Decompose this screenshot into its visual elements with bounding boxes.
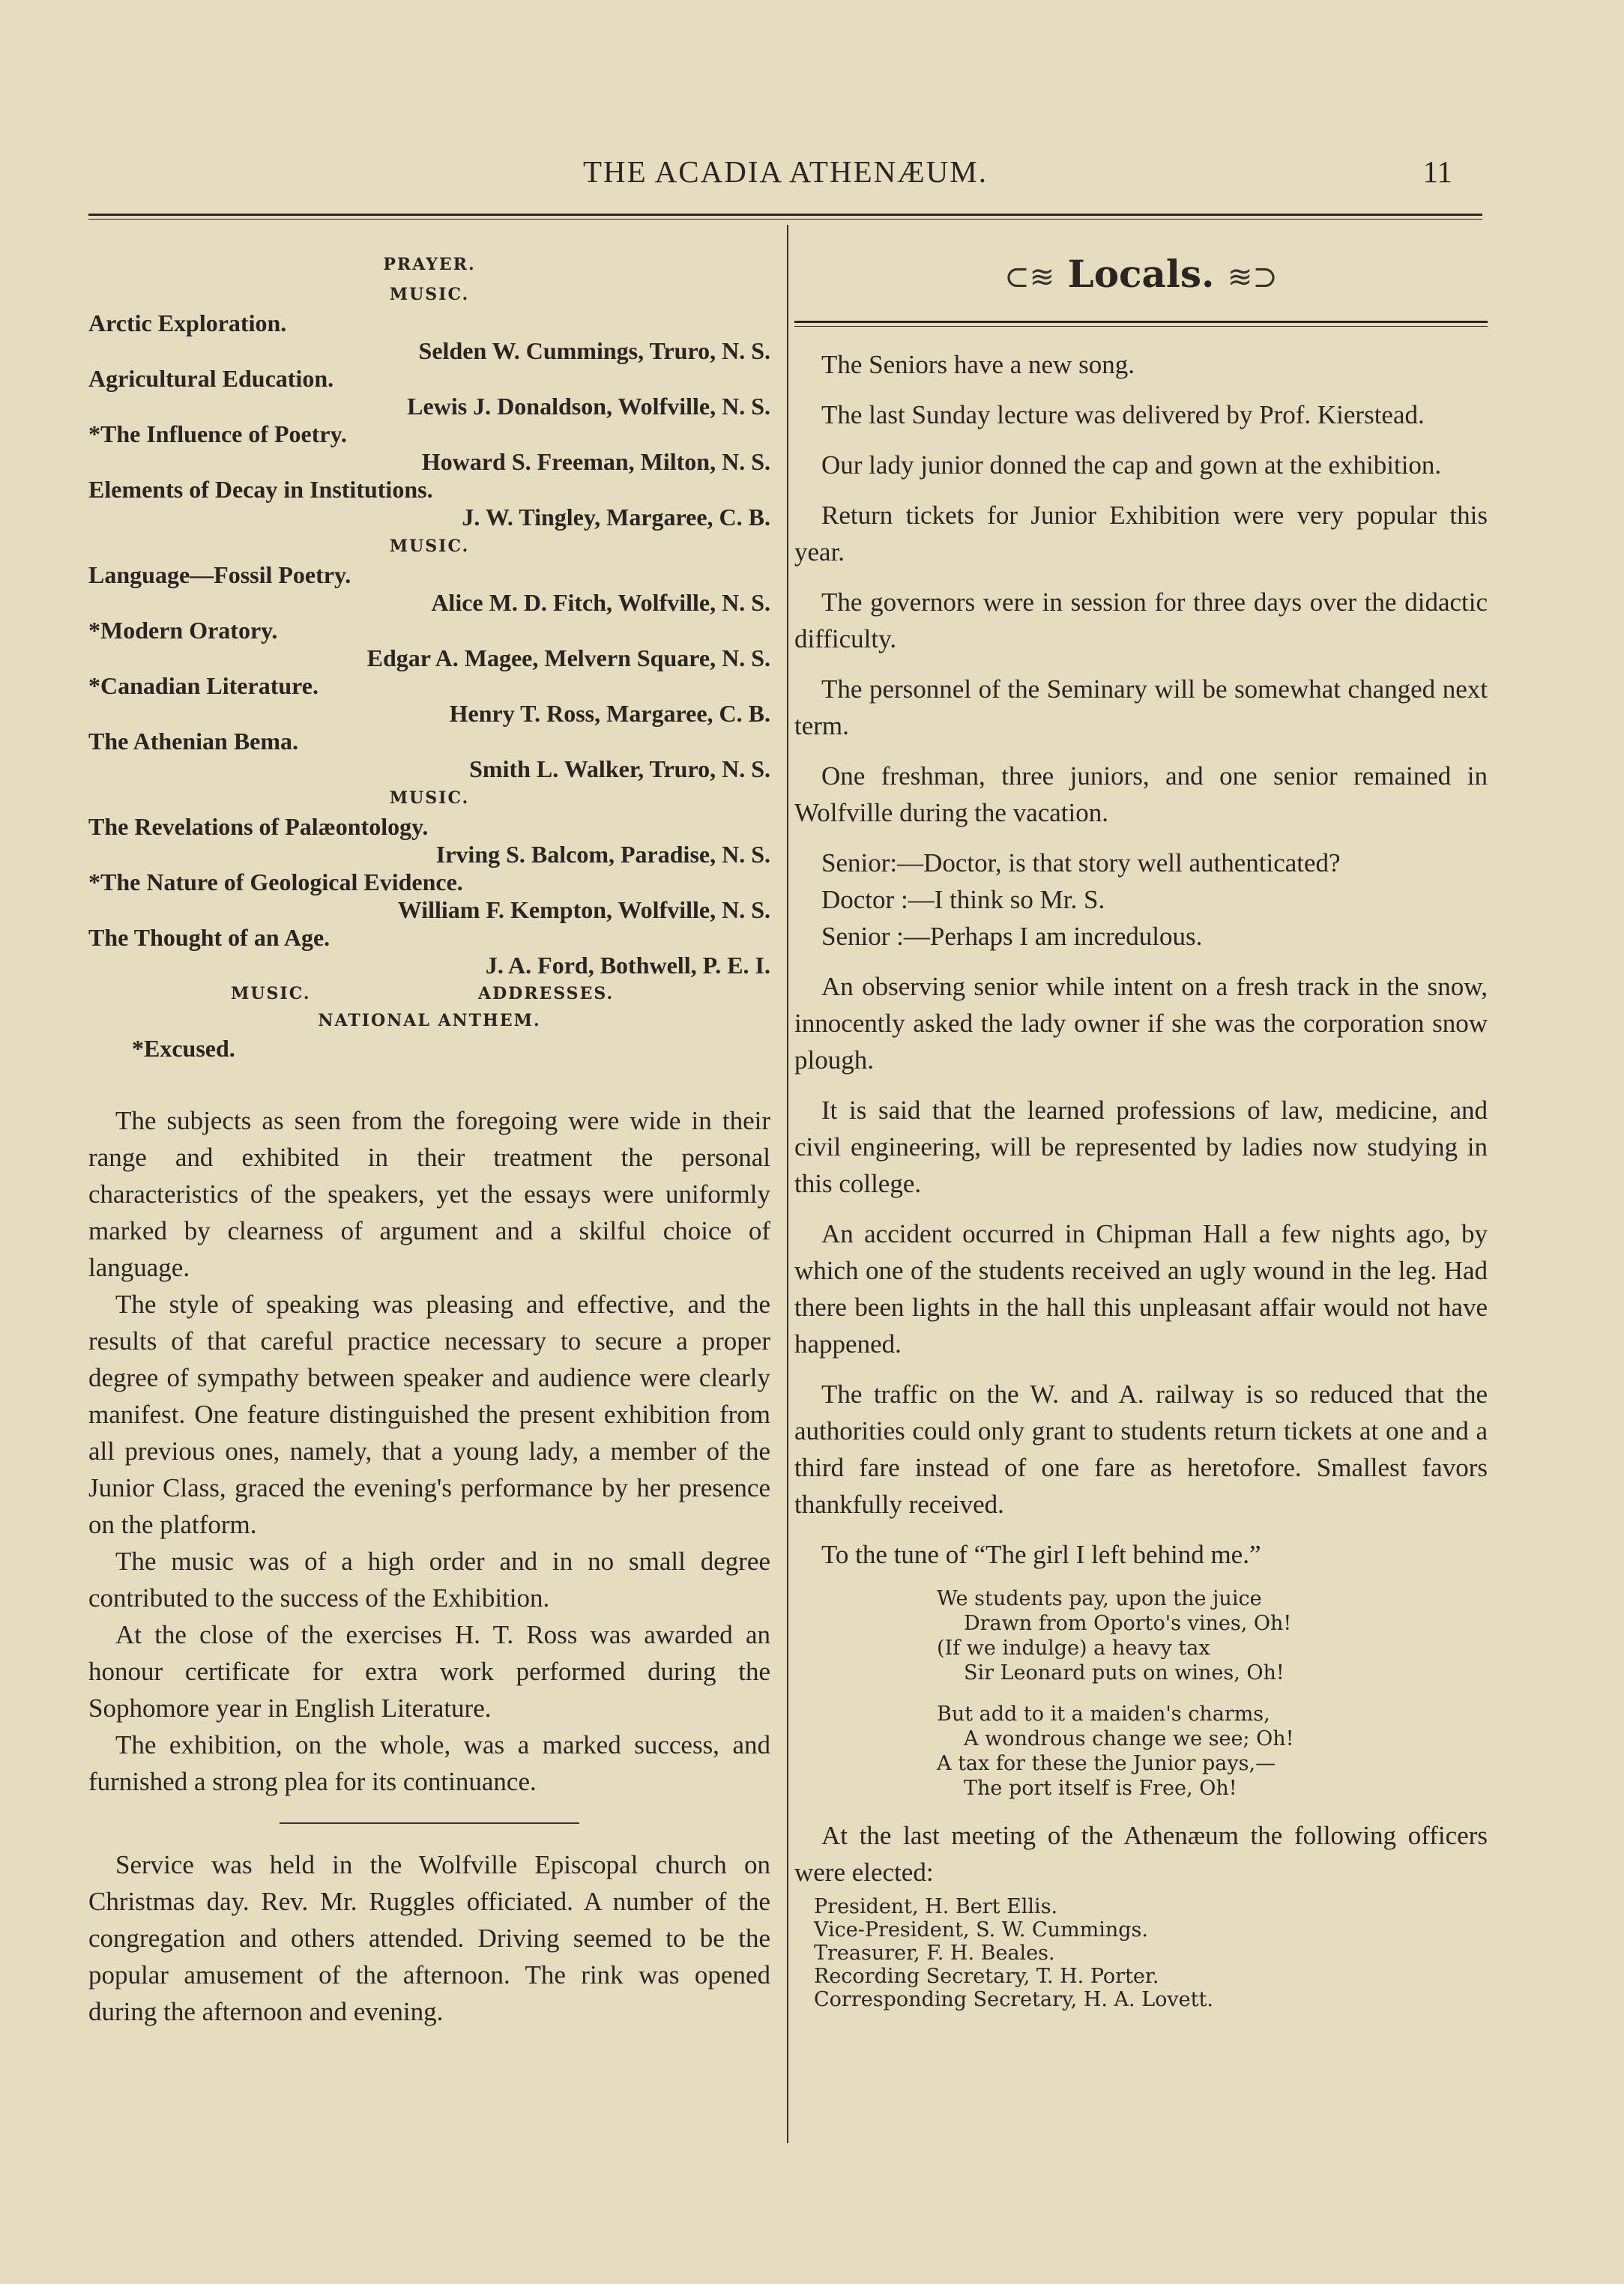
essay-author: Henry T. Ross, Margaree, C. B. <box>449 700 770 727</box>
officer-entry: Vice-President, S. W. Cummings. <box>814 1918 1148 1942</box>
essay-author: J. W. Tingley, Margaree, C. B. <box>462 504 770 531</box>
local-item: The personnel of the Seminary will be somewhat changed next term. <box>794 674 1488 740</box>
anthem-label: NATIONAL ANTHEM. <box>318 1011 541 1030</box>
page-number: 11 <box>1422 154 1452 189</box>
local-item: Return tickets for Junior Exhibition were very popular this year. <box>794 501 1488 567</box>
local-item: An observing senior while intent on a fresh track in the snow, innocently asked the lady owner if she was the corporation snow plough. <box>794 972 1488 1075</box>
essay-author: Irving S. Balcom, Paradise, N. S. <box>435 841 770 868</box>
programme-item <box>88 561 770 617</box>
verse-stanza <box>937 1586 1488 1685</box>
section-title: Locals. <box>1067 252 1215 296</box>
local-item: The Seniors have a new song. <box>821 350 1135 379</box>
verse-line: The port itself is Free, Oh! <box>964 1777 1237 1800</box>
officer-entry: Treasurer, F. H. Beales. <box>814 1942 1055 1965</box>
verse-line: A tax for these the Junior pays,— <box>937 1752 1276 1775</box>
programme-item <box>88 813 770 868</box>
programme-item <box>88 365 770 420</box>
prayer-label: PRAYER. <box>383 255 476 274</box>
verse-stanza <box>937 1702 1488 1801</box>
local-item: To the tune of “The girl I left behind me.” <box>821 1540 1261 1569</box>
essay-author: J. A. Ford, Bothwell, P. E. I. <box>485 952 770 979</box>
programme-item <box>88 309 770 365</box>
local-item: Our lady junior donned the cap and gown at the exhibition. <box>821 450 1442 480</box>
local-item: It is said that the learned professions of law, medicine, and civil engineering, will be represented by ladies now studying in this college. <box>794 1096 1488 1198</box>
officer-entry: Recording Secretary, T. H. Porter. <box>814 1965 1159 1988</box>
essay-title: Elements of Decay in Institutions. <box>88 476 433 503</box>
local-item: At the last meeting of the Athenæum the following officers were elected: <box>794 1821 1488 1887</box>
essay-author: Edgar A. Magee, Melvern Square, N. S. <box>366 644 770 671</box>
verse-line: A wondrous change we see; Oh! <box>964 1727 1294 1750</box>
verse-line: Drawn from Oporto's vines, Oh! <box>964 1612 1292 1635</box>
essay-title: *Canadian Literature. <box>88 672 319 699</box>
locals-heading <box>794 247 1488 301</box>
column-divider <box>787 225 788 2143</box>
dialogue <box>794 845 1488 955</box>
verse-line: Sir Leonard puts on wines, Oh! <box>964 1661 1285 1685</box>
essay-author: Smith L. Walker, Truro, N. S. <box>469 755 770 782</box>
essay-title: The Revelations of Palæontology. <box>88 813 429 840</box>
verse-line: We students pay, upon the juice <box>937 1587 1262 1610</box>
programme-item <box>88 617 770 672</box>
programme-item <box>88 476 770 531</box>
exhibition-report <box>88 1102 770 2030</box>
dialogue-line: Senior :—Perhaps I am incredulous. <box>821 922 1203 951</box>
local-item: The governors were in session for three days over the didactic difficulty. <box>794 587 1488 653</box>
flourish-left-ornament: ⊂≋ <box>1004 260 1055 294</box>
music-label: MUSIC. <box>231 984 311 1003</box>
paragraph: The subjects as seen from the foregoing were wide in their range and exhibited in their treatment the personal characteristics of the speakers, yet the essays were uniformly marked by clearness of argument and a skilful choice of language. <box>88 1106 770 1282</box>
officer-list <box>794 1895 1488 2011</box>
essay-title: Arctic Exploration. <box>88 309 287 336</box>
right-column <box>794 247 1488 2011</box>
local-item: An accident occurred in Chipman Hall a few nights ago, by which one of the students received an ugly wound in the leg. Had there been lights in the hall this unpleasant affair would not have happened. <box>794 1219 1488 1359</box>
local-item: One freshman, three juniors, and one senior remained in Wolfville during the vacation. <box>794 761 1488 827</box>
essay-author: Alice M. D. Fitch, Wolfville, N. S. <box>431 589 770 616</box>
header-rule <box>88 214 1482 220</box>
essay-author: Selden W. Cummings, Truro, N. S. <box>418 337 770 364</box>
essay-title: *Modern Oratory. <box>88 617 278 644</box>
local-item: The traffic on the W. and A. railway is so reduced that the authorities could only grant to students return tickets at one and a third fare instead of one fare as heretofore. Smallest favors thankfully received. <box>794 1380 1488 1519</box>
left-column <box>88 250 770 2030</box>
programme-item <box>88 672 770 728</box>
programme-item <box>88 728 770 783</box>
officer-entry: President, H. Bert Ellis. <box>814 1895 1058 1918</box>
essay-author: William F. Kempton, Wolfville, N. S. <box>397 896 770 923</box>
excused-note: *Excused. <box>132 1035 235 1062</box>
essay-author: Howard S. Freeman, Milton, N. S. <box>421 448 770 475</box>
local-item: The last Sunday lecture was delivered by Prof. Kierstead. <box>821 400 1425 429</box>
programme-item <box>88 420 770 476</box>
dialogue-line: Doctor :—I think so Mr. S. <box>821 885 1105 914</box>
locals-rule <box>794 321 1488 327</box>
dialogue-line: Senior:—Doctor, is that story well authenticated? <box>821 848 1341 877</box>
essay-title: The Athenian Bema. <box>88 728 299 755</box>
music-label: MUSIC. <box>389 285 470 304</box>
officer-entry: Corresponding Secretary, H. A. Lovett. <box>814 1988 1213 2011</box>
verse-line: But add to it a maiden's charms, <box>937 1703 1270 1726</box>
addresses-label: ADDRESSES. <box>478 984 615 1003</box>
paragraph: The exhibition, on the whole, was a marked success, and furnished a strong plea for its continuance. <box>88 1730 770 1796</box>
programme-item <box>88 924 770 979</box>
running-head <box>88 154 1482 199</box>
essay-title: The Thought of an Age. <box>88 924 330 951</box>
flourish-right-ornament: ≋⊃ <box>1227 260 1278 294</box>
paragraph: The style of speaking was pleasing and effective, and the results of that careful practice necessary to secure a proper degree of sympathy between speaker and audience were clearly manifest. One feature distinguished the present exhibition from all previous ones, namely, that a young lady, a member of the Junior Class, graced the evening's performance by her presence on the platform. <box>88 1290 770 1539</box>
essay-title: Agricultural Education. <box>88 365 334 392</box>
paragraph: The music was of a high order and in no small degree contributed to the success of the Exhibition. <box>88 1547 770 1613</box>
journal-title: THE ACADIA ATHENÆUM. <box>583 154 988 189</box>
essay-title: *The Nature of Geological Evidence. <box>88 868 463 895</box>
programme-list <box>88 309 770 979</box>
section-divider <box>280 1822 579 1824</box>
paragraph: Service was held in the Wolfville Episcopal church on Christmas day. Rev. Mr. Ruggles officiated. A number of the congregation and others attended. Driving seemed to be the popular amusement of the afternoon. The rink was opened during the afternoon and evening. <box>88 1850 770 2026</box>
essay-title: Language—Fossil Poetry. <box>88 561 351 588</box>
paragraph: At the close of the exercises H. T. Ross was awarded an honour certificate for extra work performed during the Sophomore year in English Literature. <box>88 1620 770 1723</box>
programme-item <box>88 868 770 924</box>
essay-title: *The Influence of Poetry. <box>88 420 347 447</box>
music-label: MUSIC. <box>389 788 470 808</box>
essay-author: Lewis J. Donaldson, Wolfville, N. S. <box>407 393 770 420</box>
closing-row <box>88 979 770 1009</box>
verse-line: (If we indulge) a heavy tax <box>937 1637 1210 1660</box>
music-label: MUSIC. <box>389 537 470 556</box>
